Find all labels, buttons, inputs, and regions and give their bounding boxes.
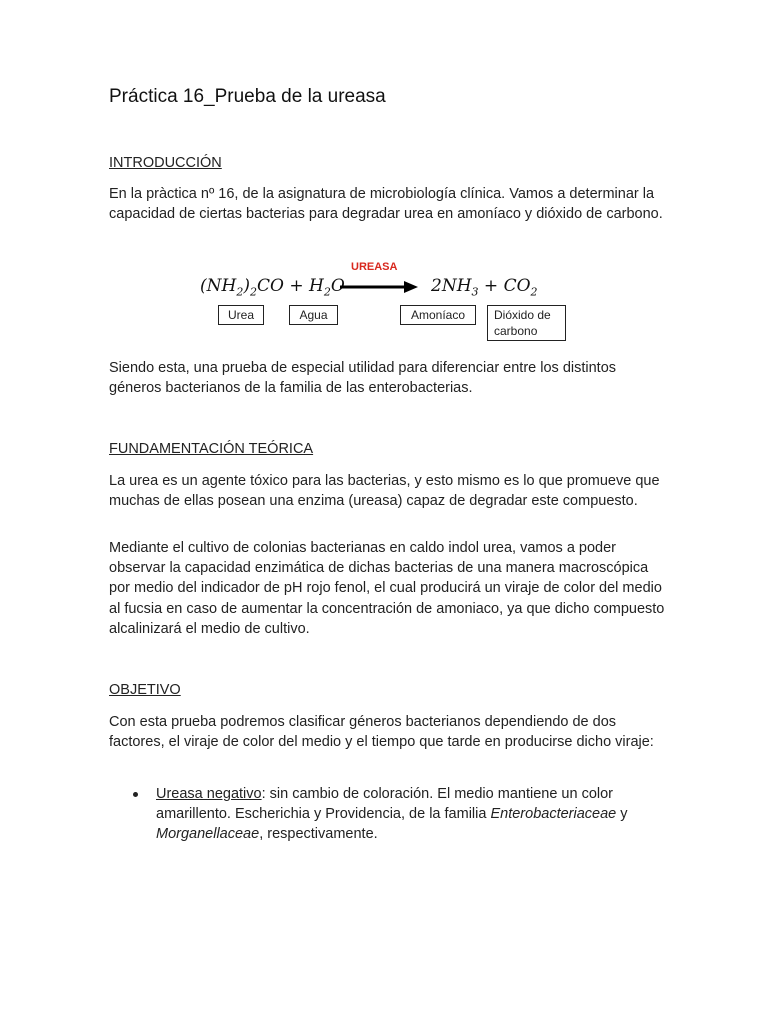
bullet-family-2: Morganellaceae <box>156 826 260 843</box>
objetivo-heading: OBJETIVO <box>109 682 181 698</box>
objetivo-list <box>133 784 663 845</box>
bullet-text-3: , respectivamente. <box>259 826 378 843</box>
enzyme-label: UREASA <box>351 261 398 273</box>
fundamentos-paragraph-2: Mediante el cultivo de colonias bacterianas en caldo indol urea, vamos a poder observar la capacidad enzimática de dichas bacterias de una manera macroscópica por medio del indicador de pH rojo fenol, el cual producirá un viraje de color del medio al fucsia en caso de aumentar la concentración de amoniaco, ya que dicho compuesto alcalinizará el medio de cultivo. <box>109 540 665 637</box>
label-box-urea: Urea <box>218 305 264 325</box>
intro-heading: INTRODUCCIÓN <box>109 155 222 171</box>
objetivo-paragraph: Con esta prueba podremos clasificar géneros bacterianos dependiendo de dos factores, el viraje de color del medio y el tiempo que tarde en producirse dicho viraje: <box>109 714 654 751</box>
bullet-family-1: Enterobacteriaceae <box>490 806 617 823</box>
bullet-text-2: y <box>616 806 628 823</box>
reactants-formula: $(NH_2)_2CO + H_2O$ <box>200 276 345 299</box>
label-box-agua: Agua <box>289 305 338 325</box>
fundamentos-heading: FUNDAMENTACIÓN TEÓRICA <box>109 441 314 457</box>
fundamentos-paragraph-1: La urea es un agente tóxico para las bacterias, y esto mismo es lo que promueve que muchas de ellas posean una enzima (ureasa) capaz de degradar este compuesto. <box>109 473 660 510</box>
list-item <box>133 784 663 845</box>
reaction-arrow <box>338 280 420 294</box>
intro-paragraph: En la pràctica nº 16, de la asignatura de microbiología clínica. Vamos a determinar la capacidad de ciertas bacterias para degradar urea en amoníaco y dióxido de carbono. <box>109 186 663 223</box>
intro-followup: Siendo esta, una prueba de especial utilidad para diferenciar entre los distintos géneros bacterianos de la familia de las enterobacterias. <box>109 360 617 397</box>
bullet-icon <box>133 792 138 797</box>
bullet-text-1: : sin cambio de coloración. El medio mantiene un color amarillento. Escherichia y Providencia, de la familia <box>156 786 613 823</box>
bullet-term: Ureasa negativo <box>156 786 262 802</box>
label-box-amoniaco: Amoníaco <box>400 305 476 325</box>
page-title: Práctica 16_Prueba de la ureasa <box>109 86 386 107</box>
products-formula: $2NH_3 + CO_2$ <box>431 276 538 299</box>
label-box-dioxido: Dióxido de carbono <box>487 305 566 341</box>
